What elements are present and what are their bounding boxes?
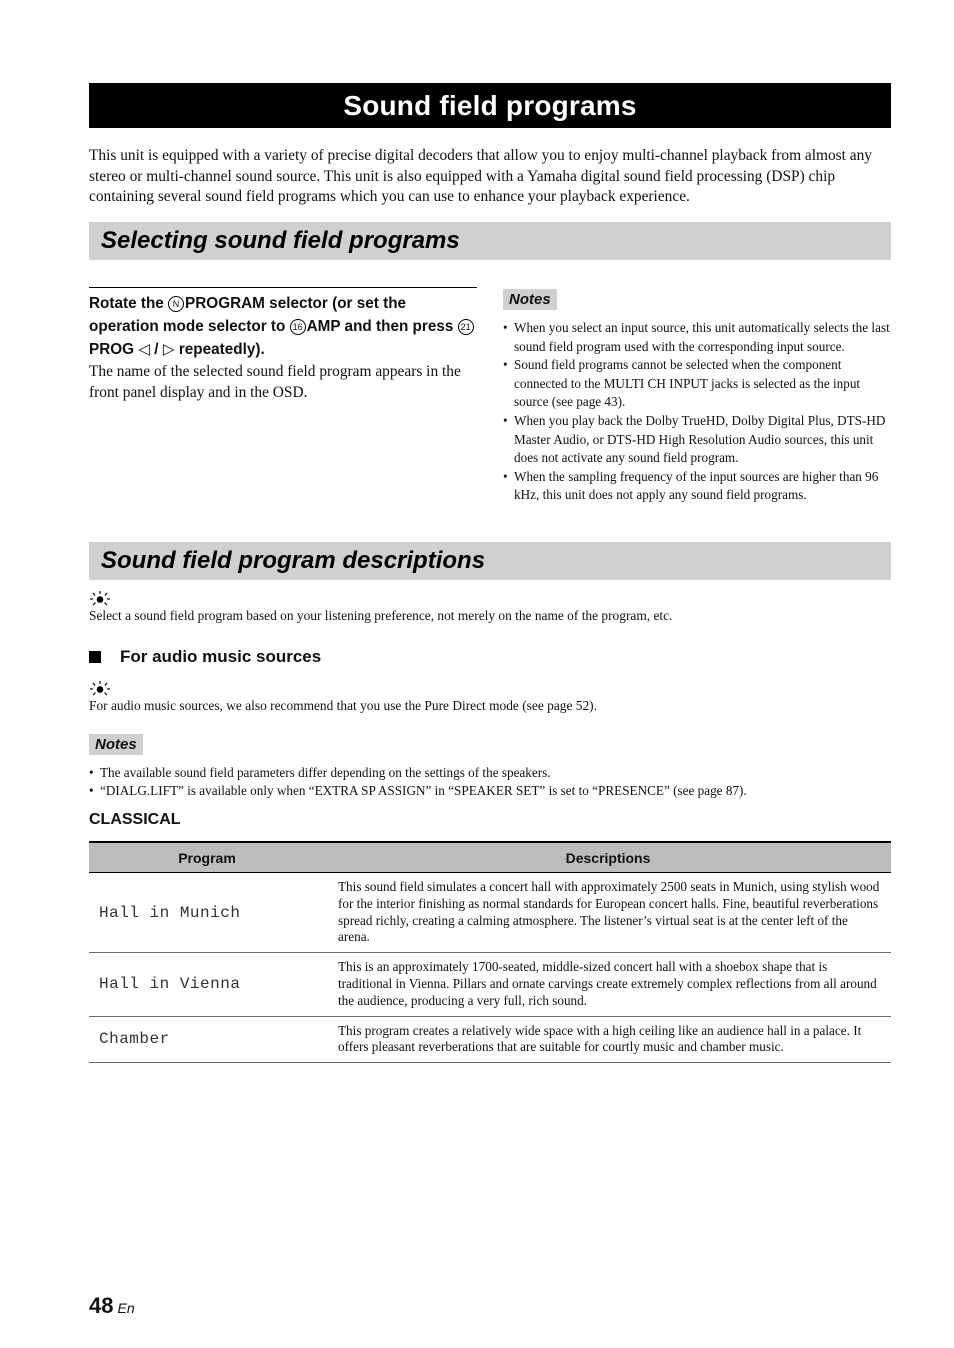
list-item: • When you play back the Dolby TrueHD, Dolby Digital Plus, DTS-HD Master Audio, or DTS-HD High Resolution Audio sources, this unit does not activate any sound field program. (503, 412, 891, 468)
section-heading-selecting: Selecting sound field programs (89, 222, 891, 260)
page-title: Sound field programs (89, 83, 891, 128)
program-name: Chamber (89, 1016, 325, 1063)
program-description: This program creates a relatively wide space with a high ceiling like an audience hall in a palace. It offers pleasant reverberations that are suitable for courtly music and chamber music. (325, 1016, 891, 1063)
subheading-text: For audio music sources (120, 647, 322, 666)
key-amp: AMP (306, 318, 341, 335)
lightbulb-tip-icon (89, 590, 111, 606)
list-item: • The available sound field parameters differ depending on the settings of the speakers. (89, 764, 891, 782)
table-row (89, 873, 891, 953)
key-n-circle-icon: N (168, 296, 184, 312)
program-name: Hall in Vienna (89, 953, 325, 1016)
divider-rule (89, 287, 477, 288)
section-heading-descriptions: Sound field program descriptions (89, 542, 891, 580)
instruction-step: Rotate the N PROGRAM selector (or set the operation mode selector to 16 AMP and then press 21PROG ◁ / ▷ repeatedly). (89, 292, 477, 361)
list-item: • “DIALG.LIFT” is available only when “EXTRA SP ASSIGN” in “SPEAKER SET” is set to “PRESENCE” (see page 87). (89, 782, 891, 800)
key-16-circle-icon: 16 (290, 319, 306, 335)
category-heading: CLASSICAL (89, 811, 181, 828)
instruction-body: The name of the selected sound field program appears in the front panel display and in the OSD. (89, 363, 461, 401)
list-item: • When the sampling frequency of the input sources are higher than 96 kHz, this unit does not apply any sound field programs. (503, 468, 891, 505)
notes-label-bottom: Notes (89, 734, 143, 755)
subheading-audio-music (89, 647, 321, 667)
intro-paragraph: This unit is equipped with a variety of precise digital decoders that allow you to enjoy multi-channel playback from almost any stereo or multi-channel sound source. This unit is also equipped with a Yamaha digital sound field processing (DSP) chip containing several sound field programs which you can use to enhance your playback experience. (89, 147, 873, 205)
header-program: Program (89, 842, 325, 873)
page-number (89, 1293, 135, 1319)
key-prog: PROG (89, 341, 135, 358)
tip-text-1: Select a sound field program based on your listening preference, not merely on the name of the program, etc. (89, 608, 673, 623)
tip-text-2: For audio music sources, we also recommend that you use the Pure Direct mode (see page 52). (89, 698, 597, 713)
table-row (89, 953, 891, 1016)
lightbulb-tip-icon (89, 680, 111, 696)
key-program: PROGRAM (185, 295, 265, 312)
notes-list-bottom (89, 764, 891, 801)
header-descriptions: Descriptions (325, 842, 891, 873)
program-description: This is an approximately 1700-seated, middle-sized concert hall with a shoebox shape that is traditional in Vienna. Pillars and ornate carvings create extremely complex reflections from all around the audience, producing a very full, rich sound. (325, 953, 891, 1016)
notes-list-right (503, 319, 891, 505)
page-language: En (117, 1300, 135, 1316)
program-description: This sound field simulates a concert hall with approximately 2500 seats in Munich, using stylish wood for the interior finishing as normal standards for European concert halls. Fine, beautiful reverberations spread richly, creating a calming atmosphere. The listener’s virtual seat is at the center left of the arena. (325, 873, 891, 953)
table-header-row (89, 842, 891, 873)
list-item: • Sound field programs cannot be selected when the component connected to the MULTI CH INPUT jacks is selected as the input source (see page 43). (503, 356, 891, 412)
page-number-value: 48 (89, 1293, 114, 1318)
left-triangle-icon: ◁ (138, 341, 151, 358)
right-triangle-icon: ▷ (162, 341, 175, 358)
list-item: • When you select an input source, this unit automatically selects the last sound field program used with the corresponding input source. (503, 319, 891, 356)
program-table (89, 841, 891, 1063)
key-21-circle-icon: 21 (458, 319, 474, 335)
black-square-icon (89, 651, 101, 663)
program-name: Hall in Munich (89, 873, 325, 953)
table-row (89, 1016, 891, 1063)
notes-label-right: Notes (503, 289, 557, 310)
